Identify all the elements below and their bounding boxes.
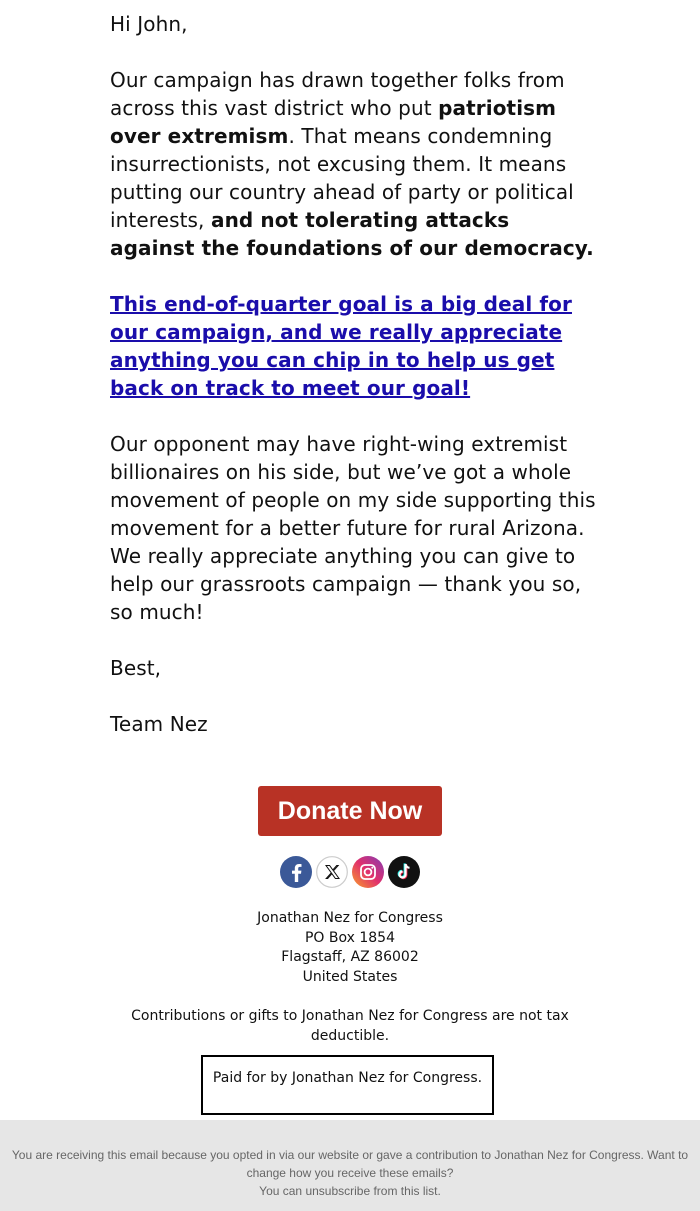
address-country: United States (302, 968, 398, 985)
p1-text-a: Our campaign has drawn together folks from across this vast district who put (110, 68, 565, 120)
address-line1: PO Box 1854 (304, 929, 395, 946)
subscription-notice (0, 1120, 700, 1211)
unsubscribe-link[interactable]: You can unsubscribe from this list. (259, 1184, 441, 1198)
notice-text: You are receiving this email because you opted in via our website or gave a contribution to Jonathan Nez for Congress. Want to change how you receive these emails? (11, 1148, 689, 1180)
p1-bold-b: patriotism over extremism (110, 96, 557, 148)
instagram-icon[interactable] (352, 856, 384, 888)
paragraph-cta (110, 290, 596, 402)
x-icon[interactable] (316, 856, 348, 888)
paid-for-box: Paid for by Jonathan Nez for Congress. (201, 1055, 494, 1115)
tiktok-icon[interactable] (388, 856, 420, 888)
donate-link[interactable]: This end-of-quarter goal is a big deal for our campaign, and we really appreciate anything you can chip in to help us get back on track to meet our goal! (110, 292, 572, 400)
p1-bold-d: and not tolerating attacks against the foundations of our democracy. (110, 208, 594, 260)
p1-text-c: . That means condemning insurrectionists, not excusing them. It means putting our country ahead of party or political interests, (110, 124, 574, 232)
facebook-icon[interactable] (280, 856, 312, 888)
paragraph-patriotism (110, 66, 596, 262)
donate-wrap (0, 786, 700, 836)
signoff: Best, (110, 656, 162, 680)
address-line2: Flagstaff, AZ 86002 (281, 949, 419, 965)
paragraph-opponent: Our opponent may have right-wing extremist billionaires on his side, but we’ve got a whole movement of people on my side supporting this movement for a better future for rural Arizona. We really appreciate anything you can give to help our grassroots campaign — thank you so, so much! (110, 432, 596, 624)
donate-now-button[interactable]: Donate Now (258, 786, 442, 836)
signature: Team Nez (110, 712, 208, 736)
footer-address (0, 909, 700, 987)
org-name: Jonathan Nez for Congress (257, 910, 443, 926)
greeting: Hi John, (110, 12, 188, 36)
tax-disclaimer: Contributions or gifts to Jonathan Nez for Congress are not tax deductible. (131, 1008, 569, 1044)
email-body (110, 10, 596, 738)
social-links (0, 856, 700, 888)
